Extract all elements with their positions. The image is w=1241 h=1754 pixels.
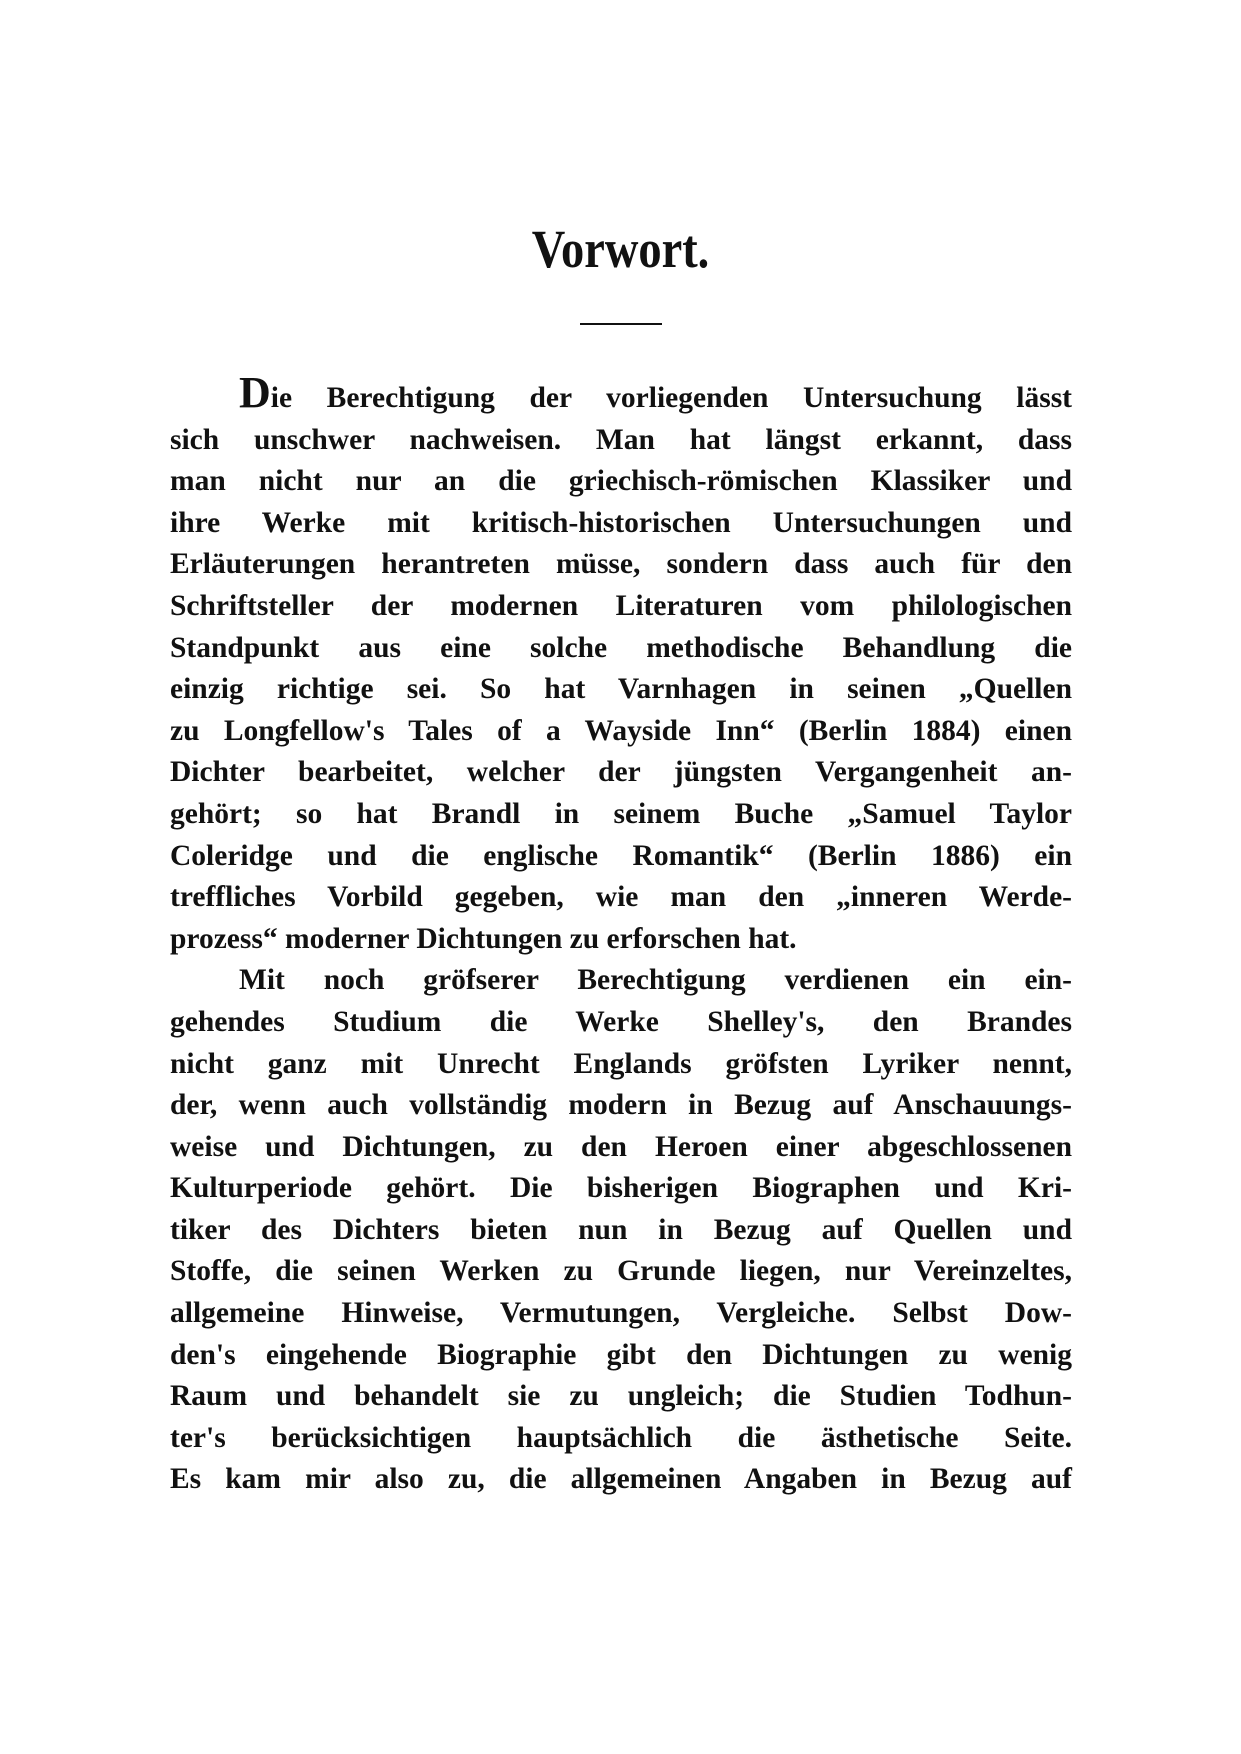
- paragraph-2-line: Kulturperiode gehört. Die bisherigen Biographen und Kri-: [170, 1172, 1072, 1205]
- paragraph-1-line: Erläuterungen herantreten müsse, sondern dass auch für den: [170, 548, 1072, 581]
- paragraph-2-line: den's eingehende Biographie gibt den Dichtungen zu wenig: [170, 1338, 1072, 1371]
- paragraph-1-line: Standpunkt aus eine solche methodische Behandlung die: [170, 631, 1072, 664]
- paragraph-1-line: einzig richtige sei. So hat Varnhagen in seinen „Quellen: [170, 673, 1072, 706]
- drop-cap: D: [239, 368, 271, 417]
- paragraph-1-line: Schriftsteller der modernen Literaturen vom philologischen: [170, 589, 1072, 622]
- paragraph-2-line: ter's berücksichtigen hauptsächlich die ästhetische Seite.: [170, 1421, 1072, 1454]
- paragraph-2-line: Es kam mir also zu, die allgemeinen Angaben in Bezug auf: [170, 1463, 1072, 1496]
- paragraph-2-line: Mit noch gröfserer Berechtigung verdienen ein ein-: [239, 964, 1072, 997]
- paragraph-2-line: gehendes Studium die Werke Shelley's, den Brandes: [170, 1005, 1072, 1038]
- paragraph-2-line: tiker des Dichters bieten nun in Bezug auf Quellen und: [170, 1213, 1072, 1246]
- paragraph-2-line: Raum und behandelt sie zu ungleich; die Studien Todhun-: [170, 1380, 1072, 1413]
- paragraph-1-line: sich unschwer nachweisen. Man hat längst erkannt, dass: [170, 423, 1072, 456]
- paragraph-1-line: ihre Werke mit kritisch-historischen Untersuchungen und: [170, 506, 1072, 539]
- paragraph-1-line: man nicht nur an die griechisch-römischen Klassiker und: [170, 465, 1072, 498]
- body-text: [170, 368, 1072, 1501]
- paragraph-1-line: gehört; so hat Brandl in seinem Buche „Samuel Taylor: [170, 797, 1072, 830]
- title-divider: [580, 323, 662, 325]
- paragraph-2-line: nicht ganz mit Unrecht Englands gröfsten Lyriker nennt,: [170, 1047, 1072, 1080]
- paragraph-1-line: Dichter bearbeitet, welcher der jüngsten Vergangenheit an-: [170, 756, 1072, 789]
- paragraph-1-line: Coleridge und die englische Romantik“ (Berlin 1886) ein: [170, 839, 1072, 872]
- paragraph-1-line: treffliches Vorbild gegeben, wie man den „inneren Werde-: [170, 881, 1072, 914]
- paragraph-2-line: weise und Dichtungen, zu den Heroen einer abgeschlossenen: [170, 1130, 1072, 1163]
- paragraph-2-line: der, wenn auch vollständig modern in Bezug auf Anschauungs-: [170, 1089, 1072, 1122]
- paragraph-2-line: allgemeine Hinweise, Vermutungen, Vergleiche. Selbst Dow-: [170, 1297, 1072, 1330]
- paragraph-1-line: prozess“ moderner Dichtungen zu erforschen hat.: [170, 922, 797, 955]
- paragraph-1-line-1-text: ie Berechtigung der vorliegenden Untersuchung lässt: [270, 382, 1072, 414]
- page-title: Vorwort.: [531, 219, 710, 279]
- paragraph-1-line: zu Longfellow's Tales of a Wayside Inn“ (Berlin 1884) einen: [170, 714, 1072, 747]
- paragraph-2-line: Stoffe, die seinen Werken zu Grunde liegen, nur Vereinzeltes,: [170, 1255, 1072, 1288]
- paragraph-1-line-1: [170, 368, 1072, 420]
